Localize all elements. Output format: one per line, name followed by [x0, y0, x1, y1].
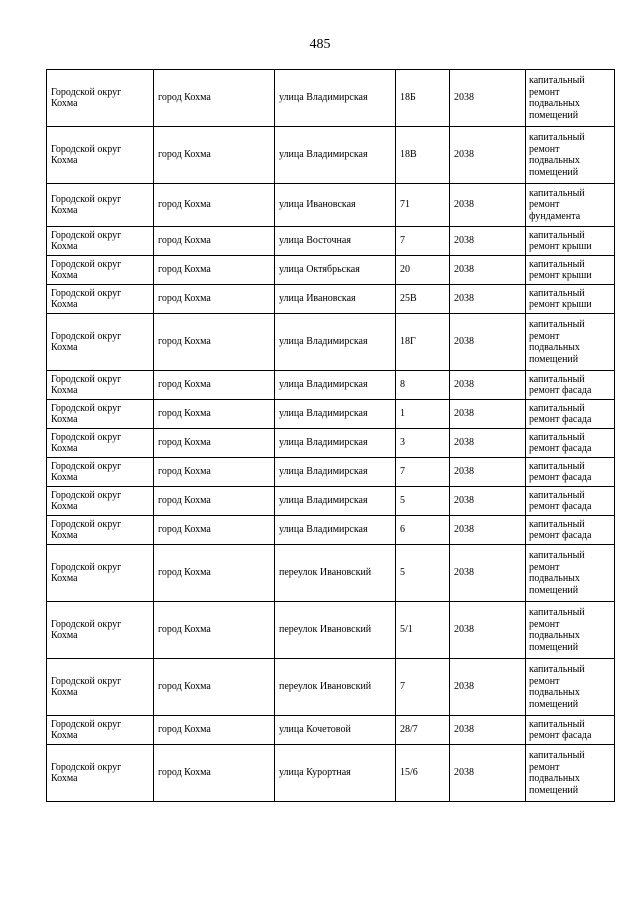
- table-row: [47, 745, 615, 802]
- district-cell: Городской округ Кохма: [47, 256, 154, 285]
- table-row: [47, 429, 615, 458]
- district-cell: Городской округ Кохма: [47, 70, 154, 127]
- district-cell: Городской округ Кохма: [47, 602, 154, 659]
- house-number-cell: 15/6: [396, 745, 450, 802]
- work-type-cell: капитальный ремонт подвальных помещений: [526, 314, 615, 371]
- table-row: [47, 487, 615, 516]
- year-cell: 2038: [450, 227, 526, 256]
- work-type-cell: капитальный ремонт крыши: [526, 227, 615, 256]
- table-row: [47, 400, 615, 429]
- year-cell: 2038: [450, 659, 526, 716]
- city-cell: город Кохма: [154, 400, 275, 429]
- year-cell: 2038: [450, 184, 526, 227]
- table-row: [47, 127, 615, 184]
- work-type-cell: капитальный ремонт подвальных помещений: [526, 545, 615, 602]
- district-cell: Городской округ Кохма: [47, 745, 154, 802]
- city-cell: город Кохма: [154, 227, 275, 256]
- table-row: [47, 371, 615, 400]
- year-cell: 2038: [450, 602, 526, 659]
- city-cell: город Кохма: [154, 371, 275, 400]
- district-cell: Городской округ Кохма: [47, 545, 154, 602]
- work-type-cell: капитальный ремонт крыши: [526, 256, 615, 285]
- work-type-cell: капитальный ремонт фасада: [526, 516, 615, 545]
- district-cell: Городской округ Кохма: [47, 659, 154, 716]
- work-type-cell: капитальный ремонт фасада: [526, 716, 615, 745]
- district-cell: Городской округ Кохма: [47, 285, 154, 314]
- table-row: [47, 285, 615, 314]
- district-cell: Городской округ Кохма: [47, 400, 154, 429]
- city-cell: город Кохма: [154, 659, 275, 716]
- house-number-cell: 18Б: [396, 70, 450, 127]
- street-cell: переулок Ивановский: [275, 659, 396, 716]
- house-number-cell: 20: [396, 256, 450, 285]
- city-cell: город Кохма: [154, 745, 275, 802]
- city-cell: город Кохма: [154, 70, 275, 127]
- year-cell: 2038: [450, 371, 526, 400]
- district-cell: Городской округ Кохма: [47, 516, 154, 545]
- year-cell: 2038: [450, 516, 526, 545]
- house-number-cell: 28/7: [396, 716, 450, 745]
- district-cell: Городской округ Кохма: [47, 184, 154, 227]
- repair-schedule-table: [46, 69, 615, 802]
- year-cell: 2038: [450, 745, 526, 802]
- district-cell: Городской округ Кохма: [47, 716, 154, 745]
- city-cell: город Кохма: [154, 602, 275, 659]
- table-row: [47, 256, 615, 285]
- street-cell: переулок Ивановский: [275, 545, 396, 602]
- street-cell: улица Владимирская: [275, 314, 396, 371]
- house-number-cell: 18Г: [396, 314, 450, 371]
- district-cell: Городской округ Кохма: [47, 458, 154, 487]
- year-cell: 2038: [450, 545, 526, 602]
- district-cell: Городской округ Кохма: [47, 314, 154, 371]
- work-type-cell: капитальный ремонт подвальных помещений: [526, 602, 615, 659]
- street-cell: улица Владимирская: [275, 127, 396, 184]
- city-cell: город Кохма: [154, 127, 275, 184]
- work-type-cell: капитальный ремонт фасада: [526, 400, 615, 429]
- house-number-cell: 25В: [396, 285, 450, 314]
- city-cell: город Кохма: [154, 429, 275, 458]
- house-number-cell: 5/1: [396, 602, 450, 659]
- street-cell: улица Владимирская: [275, 429, 396, 458]
- district-cell: Городской округ Кохма: [47, 429, 154, 458]
- street-cell: улица Владимирская: [275, 70, 396, 127]
- year-cell: 2038: [450, 285, 526, 314]
- work-type-cell: капитальный ремонт фундамента: [526, 184, 615, 227]
- work-type-cell: капитальный ремонт крыши: [526, 285, 615, 314]
- city-cell: город Кохма: [154, 256, 275, 285]
- street-cell: улица Кочетовой: [275, 716, 396, 745]
- street-cell: улица Ивановская: [275, 184, 396, 227]
- city-cell: город Кохма: [154, 285, 275, 314]
- house-number-cell: 5: [396, 545, 450, 602]
- street-cell: улица Курортная: [275, 745, 396, 802]
- work-type-cell: капитальный ремонт фасада: [526, 371, 615, 400]
- house-number-cell: 18В: [396, 127, 450, 184]
- street-cell: улица Ивановская: [275, 285, 396, 314]
- house-number-cell: 7: [396, 458, 450, 487]
- work-type-cell: капитальный ремонт подвальных помещений: [526, 127, 615, 184]
- district-cell: Городской округ Кохма: [47, 227, 154, 256]
- house-number-cell: 6: [396, 516, 450, 545]
- street-cell: улица Владимирская: [275, 400, 396, 429]
- work-type-cell: капитальный ремонт фасада: [526, 458, 615, 487]
- table-row: [47, 659, 615, 716]
- city-cell: город Кохма: [154, 458, 275, 487]
- house-number-cell: 1: [396, 400, 450, 429]
- work-type-cell: капитальный ремонт подвальных помещений: [526, 745, 615, 802]
- table-row: [47, 227, 615, 256]
- page-number: 485: [309, 37, 331, 52]
- work-type-cell: капитальный ремонт подвальных помещений: [526, 659, 615, 716]
- year-cell: 2038: [450, 400, 526, 429]
- table-body: [47, 70, 615, 802]
- table-row: [47, 458, 615, 487]
- table-row: [47, 314, 615, 371]
- street-cell: улица Владимирская: [275, 371, 396, 400]
- table-row: [47, 545, 615, 602]
- house-number-cell: 5: [396, 487, 450, 516]
- city-cell: город Кохма: [154, 545, 275, 602]
- house-number-cell: 7: [396, 659, 450, 716]
- work-type-cell: капитальный ремонт подвальных помещений: [526, 70, 615, 127]
- year-cell: 2038: [450, 314, 526, 371]
- year-cell: 2038: [450, 458, 526, 487]
- city-cell: город Кохма: [154, 487, 275, 516]
- street-cell: улица Владимирская: [275, 458, 396, 487]
- district-cell: Городской округ Кохма: [47, 487, 154, 516]
- house-number-cell: 3: [396, 429, 450, 458]
- year-cell: 2038: [450, 256, 526, 285]
- year-cell: 2038: [450, 716, 526, 745]
- table-row: [47, 516, 615, 545]
- city-cell: город Кохма: [154, 184, 275, 227]
- year-cell: 2038: [450, 127, 526, 184]
- district-cell: Городской округ Кохма: [47, 127, 154, 184]
- work-type-cell: капитальный ремонт фасада: [526, 487, 615, 516]
- house-number-cell: 8: [396, 371, 450, 400]
- street-cell: переулок Ивановский: [275, 602, 396, 659]
- street-cell: улица Восточная: [275, 227, 396, 256]
- street-cell: улица Октябрьская: [275, 256, 396, 285]
- house-number-cell: 7: [396, 227, 450, 256]
- city-cell: город Кохма: [154, 716, 275, 745]
- street-cell: улица Владимирская: [275, 487, 396, 516]
- city-cell: город Кохма: [154, 314, 275, 371]
- district-cell: Городской округ Кохма: [47, 371, 154, 400]
- work-type-cell: капитальный ремонт фасада: [526, 429, 615, 458]
- city-cell: город Кохма: [154, 516, 275, 545]
- table-row: [47, 602, 615, 659]
- year-cell: 2038: [450, 429, 526, 458]
- year-cell: 2038: [450, 70, 526, 127]
- table-row: [47, 70, 615, 127]
- house-number-cell: 71: [396, 184, 450, 227]
- table-row: [47, 184, 615, 227]
- street-cell: улица Владимирская: [275, 516, 396, 545]
- year-cell: 2038: [450, 487, 526, 516]
- table-row: [47, 716, 615, 745]
